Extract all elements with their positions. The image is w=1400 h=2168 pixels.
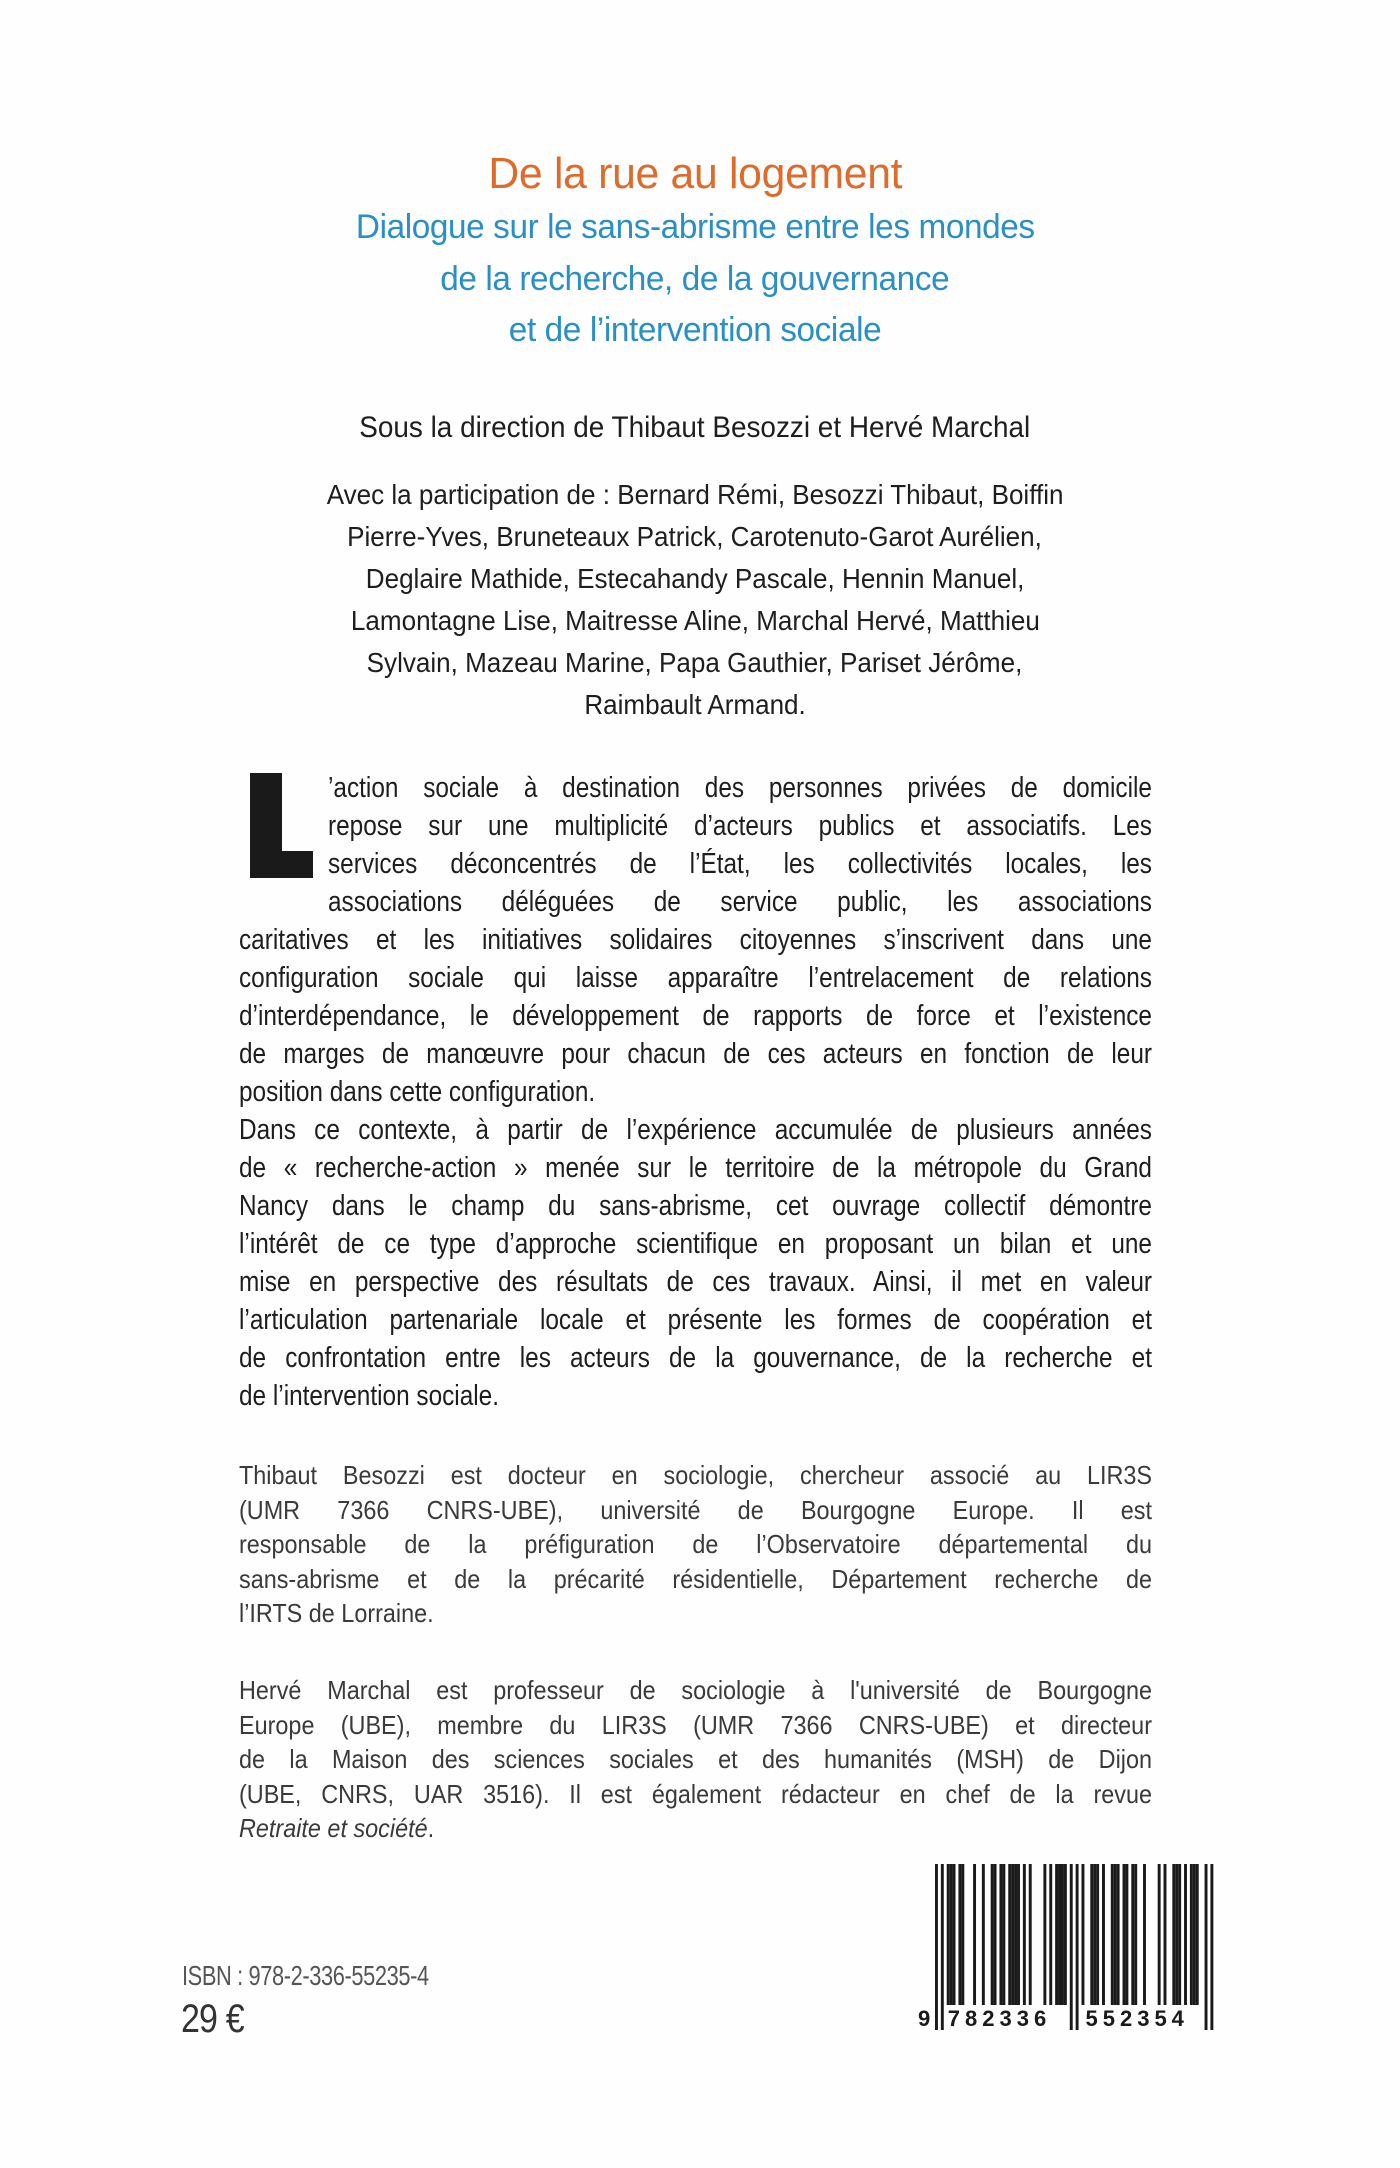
drop-cap-foot: [250, 851, 313, 878]
summary-line: Nancy dans le champ du sans-abrisme, cet ouvrage collectif démontre: [239, 1190, 1152, 1222]
participants-line: [0, 523, 1390, 551]
subtitle-text: de la recherche, de la gouvernance: [440, 260, 950, 298]
summary-line: repose sur une multiplicité d’acteurs publics et associatifs. Les: [328, 810, 1152, 842]
price-label: 29 €: [181, 1997, 244, 2041]
book-subtitle-line-1: [0, 210, 1390, 244]
summary-line: configuration sociale qui laisse apparaître l’entrelacement de relations: [239, 962, 1152, 994]
svg-text:9: 9: [918, 2006, 936, 2031]
subtitle-text: Dialogue sur le sans-abrisme entre les mondes: [355, 208, 1035, 246]
participants-text: Pierre-Yves, Bruneteaux Patrick, Carotenuto-Garot Aurélien,: [347, 521, 1043, 552]
bio-line: l’IRTS de Lorraine.: [239, 1598, 434, 1628]
participants-text: Raimbault Armand.: [584, 689, 806, 720]
participants-text: Deglaire Mathide, Estecahandy Pascale, Hennin Manuel,: [365, 563, 1025, 594]
subtitle-text: et de l’intervention sociale: [508, 311, 882, 349]
isbn-barcode: [915, 1862, 1220, 2032]
bio-line: de la Maison des sciences sociales et des humanités (MSH) de Dijon: [239, 1744, 1152, 1774]
book-subtitle-line-2: [0, 262, 1390, 296]
participants-line: [0, 607, 1390, 635]
summary-line: de confrontation entre les acteurs de la gouvernance, de la recherche et: [239, 1342, 1152, 1374]
book-subtitle-line-3: [0, 313, 1390, 347]
journal-title: Retraite et société: [239, 1813, 428, 1843]
participants-line: [0, 691, 1390, 719]
bio-line: responsable de la préfiguration de l’Observatoire départemental du: [239, 1529, 1152, 1559]
participants-line: [0, 649, 1390, 677]
bio-marchal-last-line: [239, 1815, 599, 1841]
svg-text:552354: 552354: [1085, 2006, 1189, 2031]
participants-line: [0, 565, 1390, 593]
participants-text: Avec la participation de : Bernard Rémi, Besozzi Thibaut, Boiffin: [326, 479, 1064, 510]
summary-line: associations déléguées de service public, les associations: [328, 886, 1152, 918]
summary-line: l’intérêt de ce type d’approche scientifique en proposant un bilan et une: [239, 1228, 1152, 1260]
participants-text: Sylvain, Mazeau Marine, Papa Gauthier, Pariset Jérôme,: [367, 647, 1023, 678]
participants-line: [0, 481, 1390, 509]
bio-line: (UMR 7366 CNRS-UBE), université de Bourgogne Europe. Il est: [239, 1494, 1152, 1525]
barcode-icon: [915, 1862, 1220, 2032]
book-title: [0, 149, 1390, 198]
summary-line: services déconcentrés de l’État, les collectivités locales, les: [328, 848, 1152, 880]
summary-line: ’action sociale à destination des personnes privées de domicile: [328, 772, 1152, 804]
summary-line: de l’intervention sociale.: [239, 1380, 499, 1412]
bio-line: sans-abrisme et de la précarité résidentielle, Département recherche de: [239, 1563, 1152, 1594]
summary-line: de marges de manœuvre pour chacun de ces acteurs en fonction de leur: [239, 1038, 1152, 1070]
bio-line: Europe (UBE), membre du LIR3S (UMR 7366 CNRS-UBE) et directeur: [239, 1709, 1152, 1740]
drop-cap-letter: [250, 773, 313, 878]
summary-line: de « recherche-action » menée sur le territoire de la métropole du Grand: [239, 1152, 1152, 1184]
bio-line: (UBE, CNRS, UAR 3516). Il est également rédacteur en chef de la revue: [239, 1778, 1152, 1809]
summary-line: mise en perspective des résultats de ces travaux. Ainsi, il met en valeur: [239, 1266, 1152, 1298]
svg-text:782336: 782336: [947, 2006, 1052, 2031]
bio-line: Thibaut Besozzi est docteur en sociologie, chercheur associé au LIR3S: [239, 1460, 1152, 1490]
summary-line: l’articulation partenariale locale et présente les formes de coopération et: [239, 1304, 1152, 1336]
bio-line: Hervé Marchal est professeur de sociologie à l'université de Bourgogne: [239, 1675, 1152, 1705]
summary-line: Dans ce contexte, à partir de l’expérience accumulée de plusieurs années: [239, 1114, 1152, 1146]
period: .: [427, 1813, 435, 1843]
summary-line: d’interdépendance, le développement de rapports de force et l’existence: [239, 1000, 1152, 1032]
summary-line: position dans cette configuration.: [239, 1076, 596, 1108]
editors-text: Sous la direction de Thibaut Besozzi et Hervé Marchal: [359, 411, 1031, 444]
book-title-text: De la rue au logement: [488, 149, 902, 198]
isbn-label: ISBN : 978-2-336-55235-4: [182, 1960, 429, 1991]
summary-line: caritatives et les initiatives solidaires citoyennes s’inscrivent dans une: [239, 924, 1152, 956]
editors-line: [0, 413, 1390, 443]
participants-text: Lamontagne Lise, Maitresse Aline, Marchal Hervé, Matthieu: [350, 605, 1040, 636]
